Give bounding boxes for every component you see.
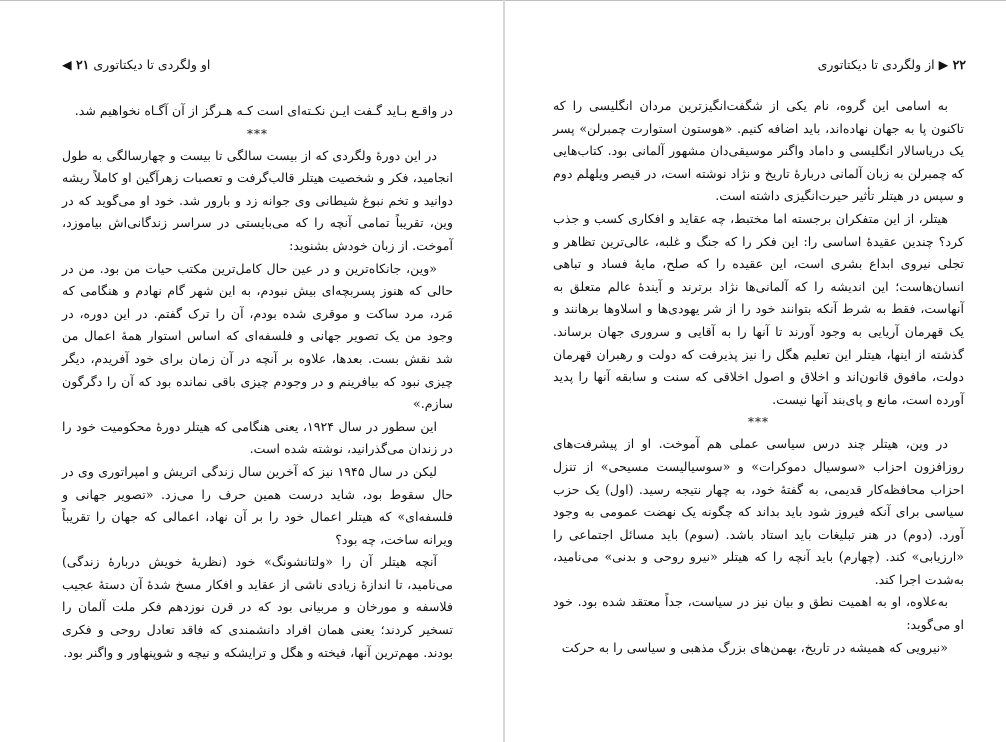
- right-page: [505, 0, 1006, 742]
- paragraph: این سطور در سال ۱۹۲۴، یعنی هنگامی که هیتلر دورهٔ محکومیت خود را در زندان می‌گذرانید، نوشته شده است.: [62, 418, 453, 457]
- paragraph: در واقـع بـاید گـفت ایـن نکـته‌ای است کـه هـرگز از آن آگـاه نخواهیم شد.: [74, 103, 453, 118]
- left-running-head: [62, 54, 453, 76]
- right-page-number: ۲۲ ▶: [938, 57, 966, 72]
- paragraph: به اسامی این گروه، نام یکی از شگفت‌انگیزترین مردان انگلیسی را که تاکنون پا به جهان نهاده‌اند، باید اضافه کنیم. «هوستون استوارت چمبرلن» پسر یک دریاسالار انگلیسی و داماد واگنر موسیقی‌دان مشهور آلمانی بود. کتاب‌هایی که چمبرلن به زبان آلمانی دربارهٔ تاریخ و نژاد نوشته است، در قیصر ویلهلم دوم و سپس در هیتلر تأثیر حیرت‌انگیزی داشته است.: [553, 98, 964, 204]
- left-running-head-title: او ولگردی تا دیکتاتوری: [93, 57, 211, 72]
- section-separator: ***: [748, 415, 769, 430]
- paragraph: «وین، جانکاه‌ترین و در عین حال کامل‌ترین مکتب حیات من بود. من در حالی که هنوز پسربچه‌ای بیش نبودم، به این شهر گام نهادم و هنگامی که مَرد، مرد ساکت و موقری شده بودم، آن را ترک گفتم. در این دوره، در وجود من یک تصویر جهانی و فلسفه‌ای که اساس استوار همهٔ اعمال من شد نقش بست. بعدها، علاوه بر آنچه در آن زمان برای خود آفریدم، دیگر چیزی نبود که بیافرینم و در وجودم چیزی باقی نمانده بود که آن را دگرگون سازم.»: [62, 260, 453, 412]
- paragraph: لیکن در سال ۱۹۴۵ نیز که آخرین سال زندگی اتریش و امپراتوری وی در حال سقوط بود، شاید درست همین حرف را می‌زد. «تصویر جهانی و فلسفه‌ای» که هیتلر اعمال خود را بر آن نهاد، اعمالی که جهان را تقریباً ویرانه ساخت، چه بود؟: [62, 463, 453, 547]
- right-page-body: [553, 95, 964, 659]
- paragraph: در وین، هیتلر چند درس سیاسی عملی هم آموخت. او از پیشرفت‌های روزافزون احزاب «سوسیال دموکرات» و «سوسیالیست مسیحی» از تنزل احزاب محافظه‌کار قدیمی، به گفتهٔ خود، به چهار نتیجه رسید. (اول) یک حزب سیاسی برای آنکه فیروز شود باید بداند که چگونه یک نهضت عمومی به وجود آورد. (دوم) در هنر تبلیغات باید استاد باشد. (سوم) باید مسائل اجتماعی را «ارزیابی» کند. (چهارم) باید آنچه را که هیتلر «نیرو روحی و بدنی» می‌نامید، به‌شدت اجرا کند.: [553, 436, 964, 587]
- paragraph: آنچه هیتلر آن را «ولتانشونگ» خود (نظریهٔ خویش دربارهٔ زندگی) می‌نامید، تا اندازهٔ زیادی ناشی از عقاید و افکار مسخ شدهٔ آن دستهٔ عجیب فلاسفه و مورخان و مربیانی بود که در قرن نوزدهم فکر ملت آلمان را تسخیر کردند؛ یعنی همان افراد دانشمندی که فاقد تعادل روحی و فکری بودند. مهم‌ترین آنها، فیخته و هگل و ترایشکه و نیچه و شوپنهاور و واگنر بود.: [62, 554, 453, 660]
- right-running-head: [553, 54, 966, 76]
- section-separator: ***: [247, 126, 268, 141]
- paragraph: «نیرویی که همیشه در تاریخ، بهمن‌های بزرگ مذهبی و سیاسی را به حرکت: [561, 639, 948, 655]
- right-running-head-title: از ولگردی تا دیکتاتوری: [817, 57, 935, 72]
- left-page-body: [62, 100, 453, 664]
- paragraph: در این دورهٔ ولگردی که از بیست سالگی تا بیست و چهارسالگی به طول انجامید، فکر و شخصیت هیتلر قالب‌گرفت و تعصبات زهرآگین او کاملاً ریشه دوانید و تخم نبوغ شیطانی وی جوانه زد و بارور شد. خود او می‌گوید که در وین، تقریباً تمامی آنچه را که می‌بایستی در سراسر زندگانی‌اش بیاموزد، آموخت. از زبان خودش بشنوید:: [62, 147, 453, 253]
- left-page-number: ۲۱ ◀: [62, 57, 90, 72]
- paragraph: به‌علاوه، او به اهمیت نطق و بیان نیز در سیاست، جداً معتقد شده بود. خود او می‌گوید:: [553, 594, 964, 633]
- paragraph: هیتلر، از این متفکران برجسته اما مختبط، چه عقاید و افکاری کسب و جذب کرد؟ چندین عقیدهٔ اساسی را: این فکر را که جنگ و غلبه، عالی‌ترین تظاهر و تجلی نیروی ابداع بشری است، این عقیده را که صلح، مایهٔ فساد و تباهی انسان‌هاست؛ این اندیشه را که آلمانی‌ها نژاد برترند و آیندهٔ عالم متعلق به آنهاست، فقط به شرط آنکه بتوانند خود را از شر یهودی‌ها و اسلاوها برهانند و یک قهرمان آریایی به وجود آورند تا آنها را به آقایی و سروری جهان برساند. گذشته از اینها، هیتلر این تعلیم هگل را نیز پذیرفت که دولت و رهبران قهرمان دولت، مافوق قانون‌اند و اخلاق و اصول اخلاقی که سنت و سابقه آنها را پدید آورده است، مانع و پای‌بند آنها نیست.: [553, 210, 964, 407]
